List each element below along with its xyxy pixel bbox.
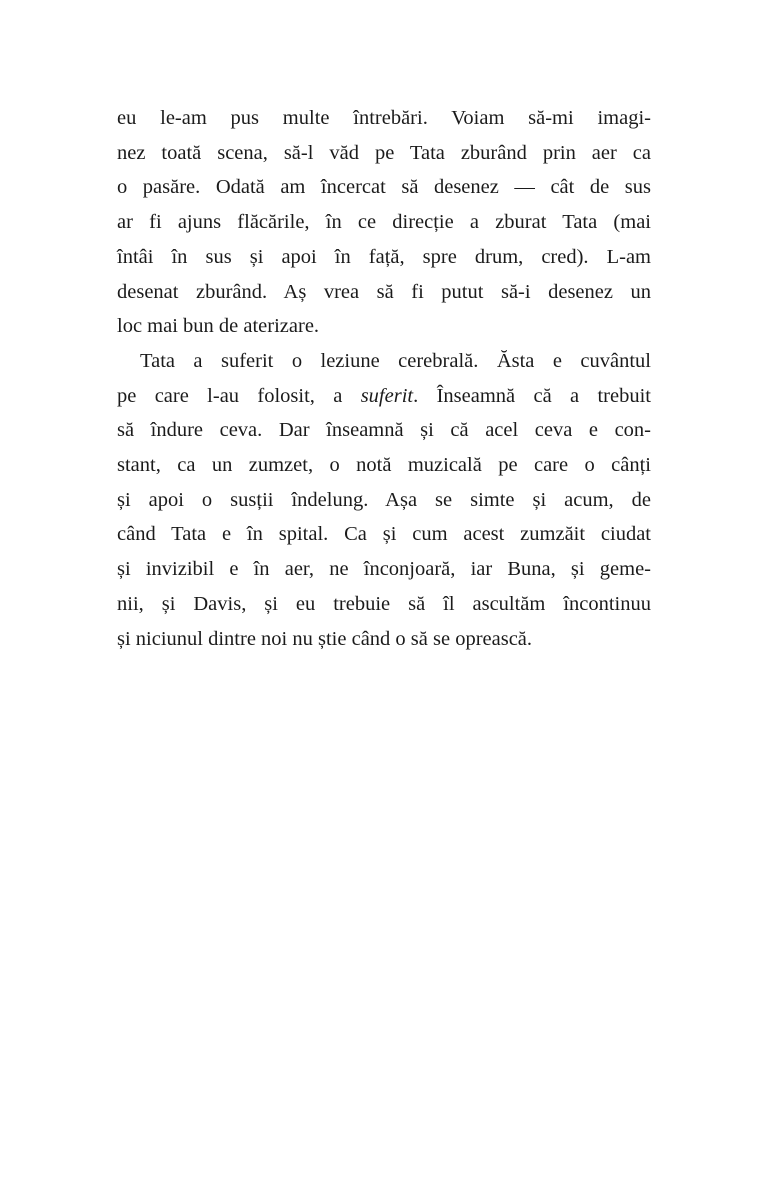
text-segment: Tata a suferit o leziune cerebrală. Ăsta e cuvântul xyxy=(140,349,651,372)
text-line xyxy=(117,275,651,310)
text-segment: o pasăre. Odată am încercat să desenez — cât de sus xyxy=(117,176,651,199)
text-segment: loc mai bun de aterizare. xyxy=(117,315,320,338)
text-line xyxy=(117,309,651,344)
text-line xyxy=(117,170,651,205)
text-segment: când Tata e în spital. Ca și cum acest zumzăit ciudat xyxy=(117,523,651,546)
text-line xyxy=(117,240,651,275)
text-segment: și niciunul dintre noi nu știe când o să se oprească. xyxy=(117,627,533,650)
text-line xyxy=(117,205,651,240)
text-segment: și invizibil e în aer, ne înconjoară, iar Buna, și geme- xyxy=(117,558,651,581)
paragraph xyxy=(117,344,651,656)
text-segment: nii, și Davis, și eu trebuie să îl ascultăm încontinuu xyxy=(117,592,651,615)
italic-text-segment: suferit xyxy=(360,384,414,407)
text-line xyxy=(117,517,651,552)
text-line xyxy=(117,448,651,483)
text-line xyxy=(117,483,651,518)
text-segment: întâi în sus și apoi în față, spre drum, cred). L-am xyxy=(117,245,651,268)
text-segment: nez toată scena, să-l văd pe Tata zburând prin aer ca xyxy=(117,141,651,164)
text-segment: ar fi ajuns flăcările, în ce direcție a zburat Tata (mai xyxy=(117,211,651,234)
text-line xyxy=(117,344,651,379)
text-segment: pe care l-au folosit, a xyxy=(117,384,361,407)
text-line xyxy=(117,379,651,414)
paragraph xyxy=(117,101,651,344)
text-segment: și apoi o susții îndelung. Așa se simte și acum, de xyxy=(117,488,651,511)
text-segment: eu le-am pus multe întrebări. Voiam să-mi imagi- xyxy=(117,107,651,129)
page-text-block xyxy=(117,101,651,656)
text-line xyxy=(117,622,651,657)
text-line xyxy=(117,136,651,171)
text-line xyxy=(117,587,651,622)
text-line xyxy=(117,101,651,136)
text-segment: desenat zburând. Aș vrea să fi putut să-i desenez un xyxy=(117,280,651,303)
text-segment: . Înseamnă că a trebuit xyxy=(413,384,651,407)
text-line xyxy=(117,552,651,587)
text-segment: să îndure ceva. Dar înseamnă și că acel ceva e con- xyxy=(117,419,651,442)
text-line xyxy=(117,413,651,448)
text-segment: stant, ca un zumzet, o notă muzicală pe care o cânți xyxy=(117,454,651,477)
